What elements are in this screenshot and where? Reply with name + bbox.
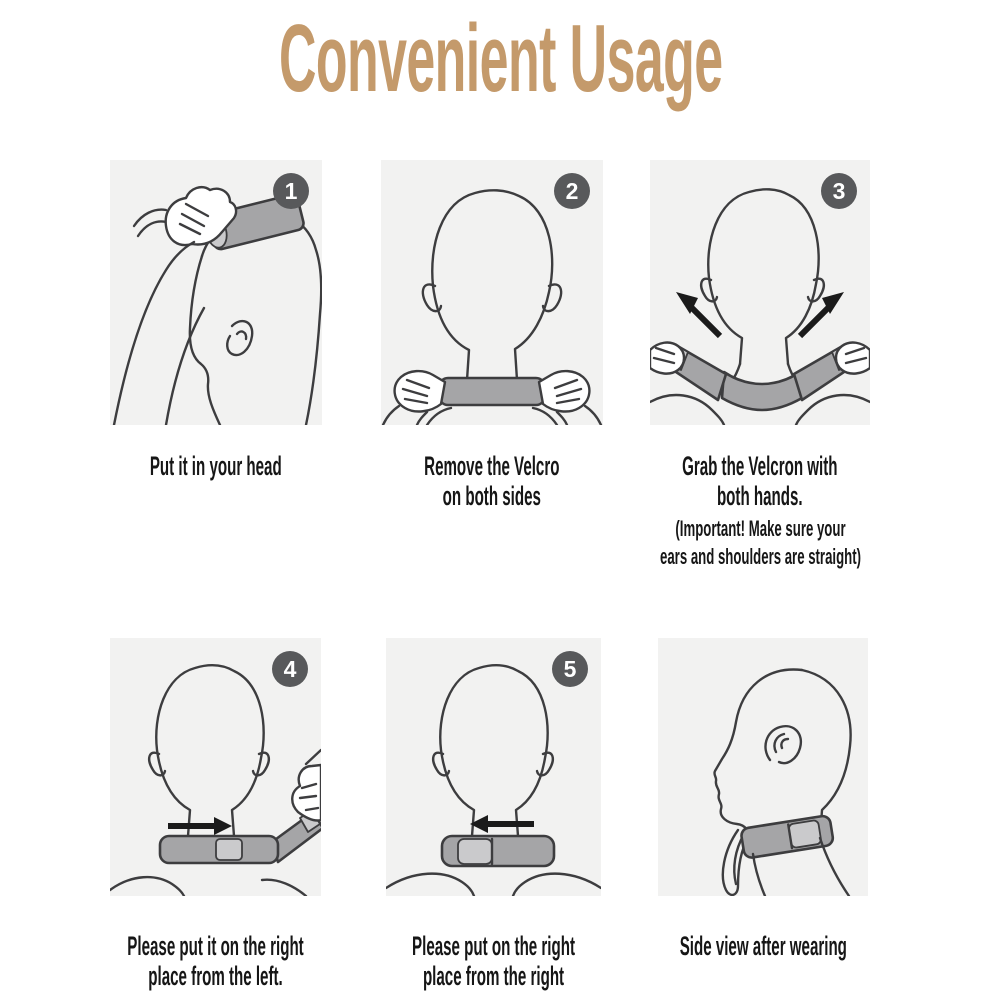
- page-title-row: [0, 4, 1002, 114]
- step-number-badge: 1: [273, 173, 309, 209]
- step-1-caption: Put it in your head: [150, 451, 282, 481]
- step-3-caption: Grab the Velcron with both hands.: [682, 451, 838, 511]
- arrow-right-icon: [168, 817, 232, 835]
- step-3-note: (Important! Make sure your ears and shoulders are straight): [659, 516, 861, 569]
- step-2-caption: Remove the Velcro on both sides: [424, 451, 560, 511]
- step-number-badge: 5: [552, 651, 588, 687]
- step-3-panel: [650, 160, 870, 425]
- arrow-left-icon: [470, 815, 534, 833]
- step-4-panel: [110, 638, 321, 896]
- step-5-caption: Please put on the right place from the right: [412, 931, 575, 991]
- side-profile-wearing-band-illustration: [658, 638, 868, 896]
- step-number-badge: 4: [272, 651, 308, 687]
- step-6-panel: [658, 638, 868, 896]
- step-3: [650, 160, 870, 571]
- step-2: [381, 160, 603, 511]
- step-6: [658, 638, 868, 961]
- step-4: [110, 638, 321, 991]
- neck-band: [439, 378, 545, 405]
- step-number-badge: 2: [554, 173, 590, 209]
- step-6-caption: Side view after wearing: [679, 931, 847, 961]
- neck-band: [722, 372, 802, 410]
- step-1: [110, 160, 322, 481]
- step-5: [386, 638, 601, 991]
- step-4-caption: Please put it on the right place from the left.: [127, 931, 304, 991]
- step-number-badge: 3: [821, 173, 857, 209]
- step-1-panel: [110, 160, 322, 425]
- step-2-panel: [381, 160, 603, 425]
- step-5-panel: [386, 638, 601, 896]
- page-title: Convenient Usage: [279, 5, 723, 112]
